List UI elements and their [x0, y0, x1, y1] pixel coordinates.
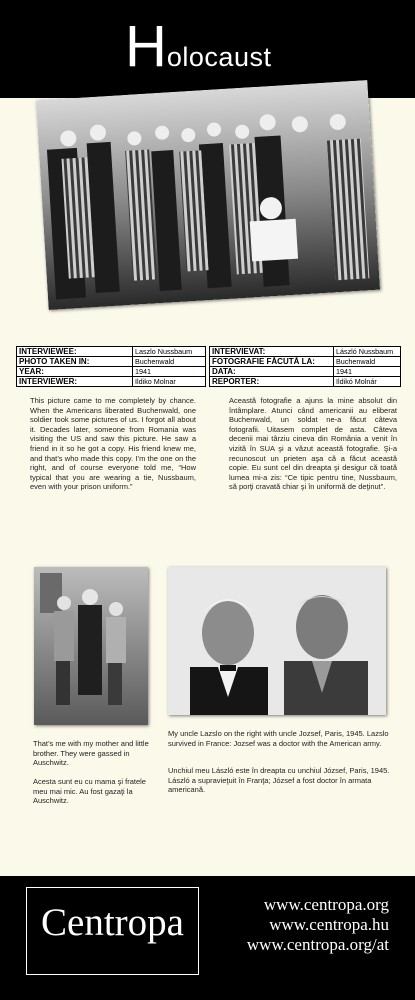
url-link[interactable]: www.centropa.hu: [269, 915, 389, 934]
table-row: INTERVIEWER: Ildiko Molnar: [17, 377, 206, 387]
url-list: [247, 895, 389, 955]
buchenwald-group-photo: [36, 80, 380, 310]
logo-text: Centropa: [41, 901, 184, 944]
table-row: YEAR: 1941: [17, 367, 206, 377]
table-row: INTERVIEWEE: Laszlo Nussbaum: [17, 347, 206, 357]
title-initial: H: [125, 14, 167, 79]
url-link[interactable]: www.centropa.org/at: [246, 935, 389, 954]
family-photo: [34, 567, 148, 725]
page-title: [125, 14, 272, 79]
family-caption-ro: Acesta sunt eu cu mama şi fratele meu mai mic. Au fost gazaţi la Auschwitz.: [33, 777, 146, 806]
url-link[interactable]: www.centropa.org: [263, 895, 389, 914]
family-caption-en: That’s me with my mother and little brother. They were gassed in Auschwitz.: [33, 739, 149, 768]
table-row: DATA: 1941: [210, 367, 401, 377]
table-row: FOTOGRAFIE FĂCUTĂ LA: Buchenwald: [210, 357, 401, 367]
centropa-logo: [26, 887, 199, 975]
info-table-en: [16, 346, 206, 387]
uncles-photo: [168, 567, 386, 715]
story-text-ro: Această fotografie a ajuns la mine absolut din întâmplare. Atunci când americanii au eliberat Buchenwald, un soldat ne-a făcut câteva fotografii. Uitasem complet de asta. Câteva decenii mai târziu cineva din România a venit în vizită în SUA şi a văzut această fotografie. Şi-a recunoscut un prieten aşa că a făcut această copie. Eu sunt cel din dreapta şi desigur că toată lumea mi-a zis: “Ce tipic pentru tine, Nussbaum, să porţi cravată chiar şi în uniformă de deţinut”.: [229, 396, 397, 492]
story-text-en: This picture came to me completely by chance. When the Americans liberated Buchenwald, one soldier took some pictures of us. I forgot all about it. Decades later, someone from Romania was visiting the US and saw this picture. He saw a friend in it so he got a copy. His friend knew me, and that’s who made this copy. I’m the one on the right, and of course everyone told me, “How typical that you are wearing a tie, Nussbaum, even with your prison uniform.”: [30, 396, 196, 492]
table-row: PHOTO TAKEN IN: Buchenwald: [17, 357, 206, 367]
table-row: REPORTER: Ildikó Molnár: [210, 377, 401, 387]
table-row: INTERVIEVAT: László Nussbaum: [210, 347, 401, 357]
uncles-caption-en: My uncle Lazslo on the right with uncle Jozsef, Paris, 1945. Lazslo survived in France: Jozsef was a doctor with the American army.: [168, 729, 389, 748]
info-table-ro: [209, 346, 401, 387]
uncles-caption-ro: Unchiul meu László este în dreapta cu unchiul József, Paris, 1945. László a supravieţuit în Franţa; József a fost doctor în armata americană.: [168, 766, 390, 795]
title-rest: olocaust: [166, 42, 272, 72]
